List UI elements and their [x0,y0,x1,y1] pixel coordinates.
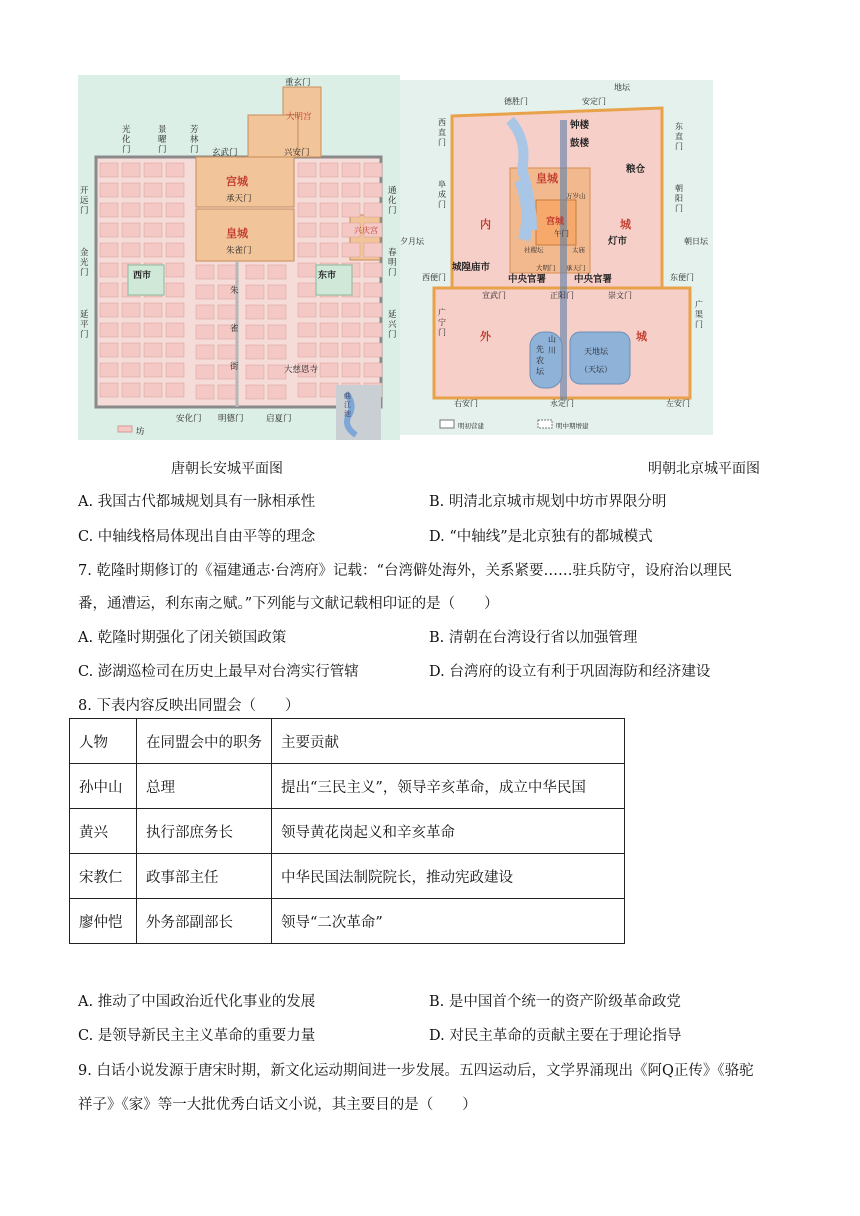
label-zhuque: 朱雀门 [226,246,252,256]
label-xiannong: 先农坛 [536,345,544,376]
ward-block [144,323,162,337]
ward-block [320,343,338,357]
ward-block [364,343,382,357]
ward-block [196,365,214,379]
ward-block [320,223,338,237]
ward-block [298,203,316,217]
label-zuoan: 左安门 [666,399,690,408]
label-zhengyang: 正阳门 [550,291,574,300]
ward-block [298,323,316,337]
ward-block [268,265,286,279]
ward-block [100,323,118,337]
table-cell: 领导黄花岗起义和辛亥革命 [272,809,625,854]
caption-ming-map: 明朝北京城平面图 [648,461,760,477]
ward-block [298,263,316,277]
label-yuetan: 夕月坛 [400,237,424,246]
label-gongcheng: 宫城 [226,175,248,188]
label-xingan: 兴安门 [284,148,310,158]
ward-block [100,263,118,277]
label-chengtian: 承天门 [226,194,252,204]
ward-block [364,303,382,317]
ward-block [166,203,184,217]
label-dongshi: 东市 [318,271,337,281]
q7-option-d: D. 台湾府的设立有利于巩固海防和经济建设 [429,664,711,680]
table-row [70,764,625,809]
q6-option-c: C. 中轴线格局体现出自由平等的理念 [78,529,316,545]
ward-block [144,183,162,197]
ward-block [246,325,264,339]
ward-block [320,323,338,337]
label-chengtian-ming: 承天门 [566,264,586,272]
table-cell: 黄兴 [70,809,137,854]
ward-block [144,223,162,237]
label-inner-1: 内 [480,218,491,231]
ward-block [320,203,338,217]
table-cell: 外务部副部长 [137,899,272,944]
ward-block [122,183,140,197]
label-zhongyang-east: 中央官署 [574,274,613,285]
table-cell: 政事部主任 [137,854,272,899]
label-wansuishan: 万岁山 [566,192,586,200]
label-zhonglou: 钟楼 [570,120,590,131]
table-cell: 总理 [137,764,272,809]
label-yanping: 延平门 [80,310,89,340]
label-jingyao: 景曜门 [158,125,167,155]
q6-option-d: D. “中轴线”是北京独有的都城模式 [429,529,653,545]
ward-block [342,303,360,317]
ward-block [268,285,286,299]
ward-block [100,383,118,397]
ward-block [364,363,382,377]
label-shanchuan: 山川 [548,335,556,355]
ward-block [100,343,118,357]
ward-block [166,363,184,377]
label-ditan: 地坛 [614,83,630,92]
ward-block [122,383,140,397]
ward-block [298,383,316,397]
ward-block [166,163,184,177]
ward-block [320,303,338,317]
ward-block [122,243,140,257]
q6-option-a: A. 我国古代都城规划具有一脉相承性 [78,494,316,510]
label-daming-gate: 大明门 [536,264,556,272]
table-header: 主要贡献 [272,719,625,764]
ward-block [166,283,184,297]
ward-block [122,363,140,377]
caption-tang-map: 唐朝长安城平面图 [171,461,283,477]
q8-stem: 8. 下表内容反映出同盟会（ ） [78,698,300,714]
ward-block [144,343,162,357]
label-dongzhi: 东直门 [675,122,683,151]
label-liangcang: 粮仓 [626,164,646,175]
ward-block [268,325,286,339]
label-daminggong: 大明宫 [286,112,312,122]
ward-block [100,183,118,197]
ward-block [298,283,316,297]
label-chongwen: 崇文门 [608,291,632,300]
ward-block [144,383,162,397]
q7-option-a: A. 乾隆时期强化了闭关锁国政策 [78,630,287,646]
q9-stem-line2: 祥子》《家》等一大批优秀白话文小说，其主要目的是（ ） [78,1097,477,1113]
ward-block [144,163,162,177]
ward-block [100,203,118,217]
ward-block [166,343,184,357]
ward-block [166,383,184,397]
q6-option-b: B. 明清北京城市规划中坊市界限分明 [429,494,667,510]
ward-block [364,283,382,297]
ward-block [196,385,214,399]
label-taimiao: 太庙 [572,246,585,254]
ward-block [100,163,118,177]
ward-block [268,345,286,359]
label-huangcheng-ming: 皇城 [536,172,558,185]
ward-block [246,385,264,399]
label-jinguang: 金光门 [80,248,89,278]
q8-option-a: A. 推动了中国政治近代化事业的发展 [78,994,316,1010]
label-sheji: 社稷坛 [524,246,544,254]
table-cell: 孙中山 [70,764,137,809]
label-chaoyang: 朝阳门 [675,184,683,213]
ward-block [144,303,162,317]
label-tonghua: 通化门 [388,186,397,216]
legend-fang: 坊 [136,427,145,437]
label-xizhi: 西直门 [438,118,446,147]
q8-option-d: D. 对民主革命的贡献主要在于理论指导 [429,1028,682,1044]
ward-block [122,323,140,337]
ward-block [364,163,382,177]
label-xingqing: 兴庆宫 [354,226,378,235]
label-guanghua: 光化门 [122,125,131,155]
ward-block [122,303,140,317]
ward-block [196,305,214,319]
table-row [70,899,625,944]
q7-stem-line2: 番，通漕运，利东南之赋。”下列能与文献记载相印证的是（ ） [78,596,499,612]
ward-block [298,183,316,197]
label-dayanta: 大慈恩寺 [284,365,319,375]
legend-ming-early: 明初营建 [458,422,484,430]
label-xishi: 西市 [133,271,152,281]
ward-block [364,263,382,277]
label-bottom-gate-1: 安化门 [176,414,202,424]
table-cell: 执行部庶务长 [137,809,272,854]
ward-block [144,243,162,257]
ward-block [342,343,360,357]
ward-block [298,163,316,177]
label-chongxuan: 重玄门 [285,78,311,88]
label-wumen: 午门 [554,229,569,238]
ward-block [166,243,184,257]
ward-block [320,243,338,257]
label-gulou: 鼓楼 [570,138,590,149]
ming-beijing-map [400,80,713,435]
ward-block [144,203,162,217]
q8-option-c: C. 是领导新民主主义革命的重要力量 [78,1028,316,1044]
label-qujiang: 曲江池 [344,392,351,418]
ward-block [298,303,316,317]
ward-block [320,363,338,377]
label-fanglin: 芳林门 [190,125,199,155]
ward-block [100,223,118,237]
ward-block [320,163,338,177]
q8-table [69,718,625,944]
ward-block [166,263,184,277]
ward-block [196,345,214,359]
table-cell: 廖仲恺 [70,899,137,944]
ward-block [166,223,184,237]
ward-block [342,363,360,377]
q7-option-b: B. 清朝在台湾设行省以加强管理 [429,630,638,646]
label-dongbian: 东便门 [670,273,694,282]
q9-stem-line1: 9. 白话小说发源于唐宋时期，新文化运动期间进一步发展。五四运动后，文学界涌现出《阿Q正传》《骆驼 [78,1063,754,1079]
label-guangqu: 广渠门 [695,300,703,329]
label-tiandi: 天地坛 [584,347,608,356]
ward-block [246,345,264,359]
ward-block [298,223,316,237]
ward-block [122,223,140,237]
ward-block [166,323,184,337]
ward-block [100,363,118,377]
table-row [70,854,625,899]
ward-block [298,343,316,357]
label-ritan: 朝日坛 [684,237,708,246]
ward-block [246,265,264,279]
ward-block [166,303,184,317]
label-dengshi: 灯市 [608,236,628,247]
ward-block [342,323,360,337]
label-inner-2: 城 [620,218,631,231]
ward-block [144,363,162,377]
ward-block [196,265,214,279]
ward-block [196,325,214,339]
ward-block [298,243,316,257]
q7-option-c: C. 澎湖巡检司在历史上最早对台湾实行管辖 [78,664,359,680]
table-row [70,809,625,854]
ward-block [342,163,360,177]
table-cell: 宋教仁 [70,854,137,899]
ward-block [246,285,264,299]
ward-block [218,385,236,399]
table-cell: 中华民国法制院院长，推动宪政建设 [272,854,625,899]
ward-block [364,203,382,217]
label-anding: 安定门 [582,97,606,106]
label-fucheng: 阜成门 [438,180,446,209]
ward-block [196,285,214,299]
table-header: 在同盟会中的职务 [137,719,272,764]
label-yongding: 永定门 [550,399,574,408]
label-bottom-gate-2: 明德门 [218,414,244,424]
table-header: 人物 [70,719,137,764]
ward-block [364,183,382,197]
q7-stem-line1: 7. 乾隆时期修订的《福建通志·台湾府》记载：“台湾僻处海外，关系紧要……驻兵防守，设府治以理民 [78,563,732,579]
label-outer-1: 外 [480,330,491,343]
table-header-row [70,719,625,764]
label-youan: 右安门 [454,399,478,408]
table-cell: 领导“二次革命” [272,899,625,944]
label-street: 朱雀街 [230,286,239,372]
label-outer-2: 城 [636,330,647,343]
label-xuanwu-ming: 宣武门 [482,291,506,300]
ward-block [166,183,184,197]
label-xuanwu: 玄武门 [212,148,238,158]
ward-block [100,283,118,297]
ward-block [100,303,118,317]
legend-ming-mid: 明中期增建 [556,422,589,430]
ward-block [342,243,360,257]
table-cell: 提出“三民主义”，领导辛亥革命，成立中华民国 [272,764,625,809]
ward-block [320,383,338,397]
ward-block [122,203,140,217]
label-huangcheng: 皇城 [226,227,248,240]
ward-block [246,365,264,379]
ward-block [268,305,286,319]
label-tiantan: （天坛） [580,365,612,374]
ward-block [342,203,360,217]
ward-block [320,183,338,197]
ward-block [246,305,264,319]
label-chunming: 春明门 [388,248,397,278]
ward-block [122,343,140,357]
ward-block [100,243,118,257]
label-guangning: 广宁门 [438,308,446,337]
label-desheng: 德胜门 [504,97,528,106]
ward-block [122,163,140,177]
ward-block [268,385,286,399]
ward-block [364,323,382,337]
label-zhongyang-west: 中央官署 [508,274,547,285]
label-yanxing: 延兴门 [388,310,397,340]
ward-block [342,183,360,197]
label-xibian: 西便门 [422,273,446,282]
q8-option-b: B. 是中国首个统一的资产阶级革命政党 [429,994,681,1010]
label-gongcheng-ming: 宫城 [546,217,565,227]
label-chenghuang: 城隍庙市 [452,262,491,273]
label-bottom-gate-3: 启夏门 [266,414,292,424]
ward-block [364,243,382,257]
label-kaiyuan: 开远门 [80,186,89,216]
